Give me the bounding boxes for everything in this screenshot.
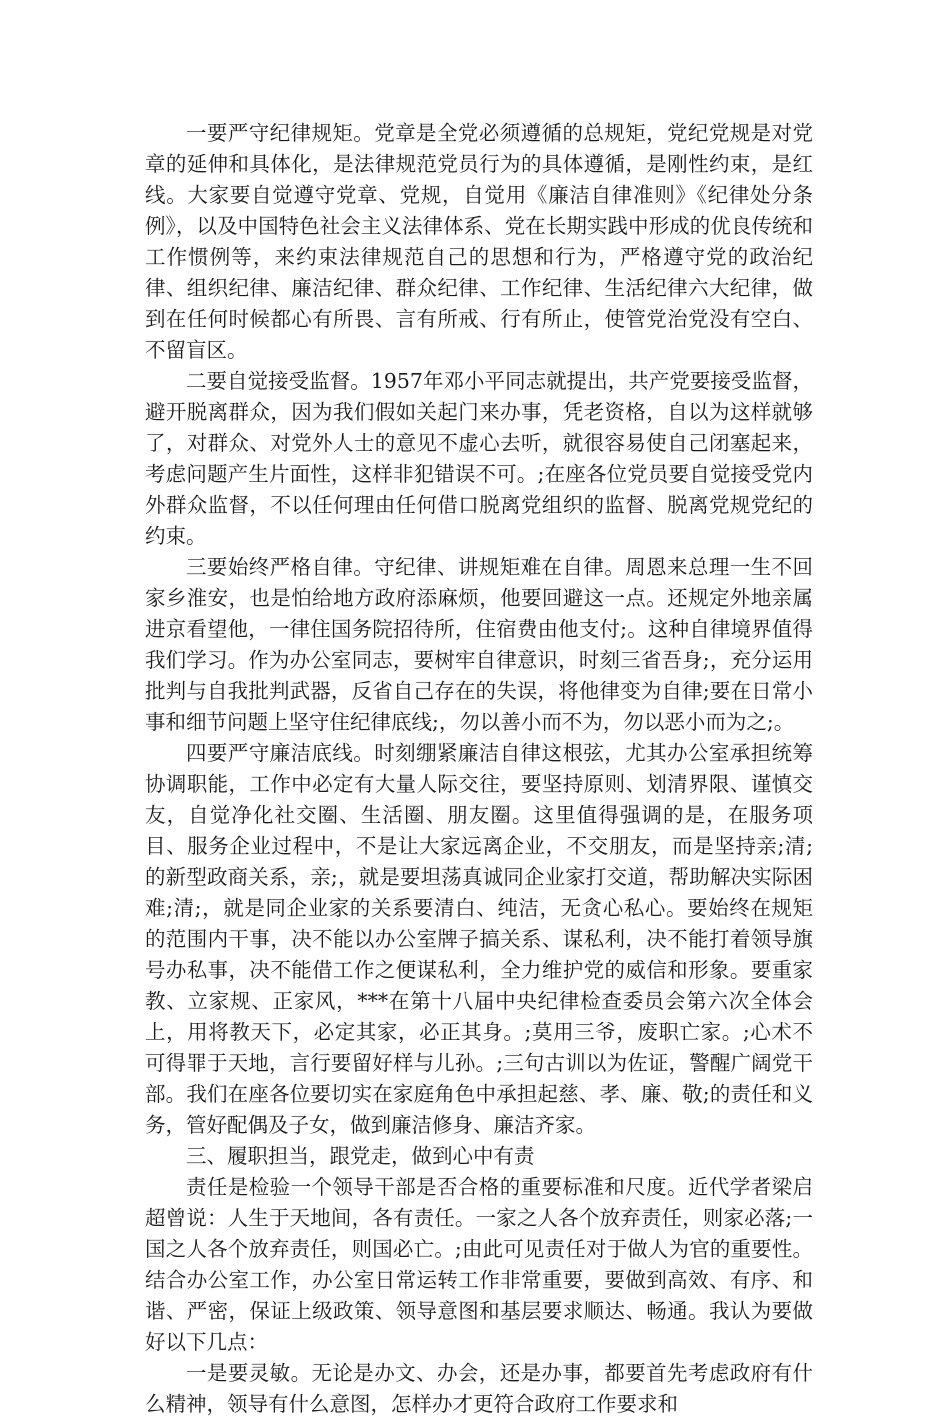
- section-heading: 三、履职担当，跟党走，做到心中有责: [186, 1144, 535, 1168]
- paragraph-responsibility: 责任是检验一个领导干部是否合格的重要标准和尺度。近代学者梁启超曾说：人生于天地间，各有责任。一家之人各个放弃责任，则家必落;一国之人各个放弃责任，则国必亡。;由此可见责任对于做人为官的重要性。结合办公室工作，办公室日常运转工作非常重要，要做到高效、有序、和谐、严密，保证上级政策、领导意图和基层要求顺达、畅通。我认为要做好以下几点：: [145, 1175, 813, 1354]
- paragraph-self-discipline: 三要始终严格自律。守纪律、讲规矩难在自律。周恩来总理一生不回家乡淮安，也是怕给地方政府添麻烦，他要回避这一点。还规定外地亲属进京看望他，一律住国务院招待所，住宿费由他支付;。这种自律境界值得我们学习。作为办公室同志，要树牢自律意识，时刻三省吾身;，充分运用批判与自我批判武器，反省自己存在的失误，将他律变为自律;要在日常小事和细节问题上坚守住纪律底线;，勿以善小而不为，勿以恶小而为之;。: [145, 555, 813, 734]
- paragraph-strict-discipline: 一要严守纪律规矩。党章是全党必须遵循的总规矩，党纪党规是对党章的延伸和具体化，是法律规范党员行为的具体遵循，是刚性约束，是红线。大家要自觉遵守党章、党规，自觉用《廉洁自律准则》《纪律处分条例》，以及中国特色社会主义法律体系、党在长期实践中形成的优良传统和工作惯例等，来约束法律规范自己的思想和行为，严格遵守党的政治纪律、组织纪律、廉洁纪律、群众纪律、工作纪律、生活纪律六大纪律，做到在任何时候都心有所畏、言有所戒、行有所止，使管党治党没有空白、不留盲区。: [145, 121, 813, 362]
- paragraph-integrity-bottom-line: 四要严守廉洁底线。时刻绷紧廉洁自律这根弦，尤其办公室承担统筹协调职能，工作中必定有大量人际交往，要坚持原则、划清界限、谨慎交友，自觉净化社交圈、生活圈、朋友圈。这里值得强调的是，在服务项目、服务企业过程中，不是让大家远离企业，不交朋友，而是坚持亲;清;的新型政商关系，亲;，就是要坦荡真诚同企业家打交道，帮助解决实际困难;清;，就是同企业家的关系要清白、纯洁，无贪心私心。要始终在规矩的范围内干事，决不能以办公室牌子搞关系、谋私利，决不能打着领导旗号办私事，决不能借工作之便谋私利，全力维护党的威信和形象。要重家教、立家规、正家风，***在第十八届中央纪律检查委员会第六次全体会上，用将教天下，必定其家，必正其身。;莫用三爷，废职亡家。;心术不可得罪于天地，言行要留好样与儿孙。;三句古训以为佐证，警醒广阔党干部。我们在座各位要切实在家庭角色中承担起慈、孝、廉、敬;的责任和义务，管好配偶及子女，做到廉洁修身、廉洁齐家。: [145, 741, 813, 1137]
- document-body: [145, 118, 813, 1420]
- paragraph-be-agile: 一是要灵敏。无论是办文、办会，还是办事，都要首先考虑政府有什么精神，领导有什么意图，怎样办才更符合政府工作要求和: [145, 1361, 813, 1416]
- paragraph-accept-supervision: 二要自觉接受监督。1957年邓小平同志就提出，共产党要接受监督，避开脱离群众，因为我们假如关起门来办事，凭老资格，自以为这样就够了，对群众、对党外人士的意见不虚心去听，就很容易使自己闭塞起来，考虑问题产生片面性，这样非犯错误不可。;在座各位党员要自觉接受党内外群众监督，不以任何理由任何借口脱离党组织的监督、脱离党规党纪的约束。: [145, 369, 813, 548]
